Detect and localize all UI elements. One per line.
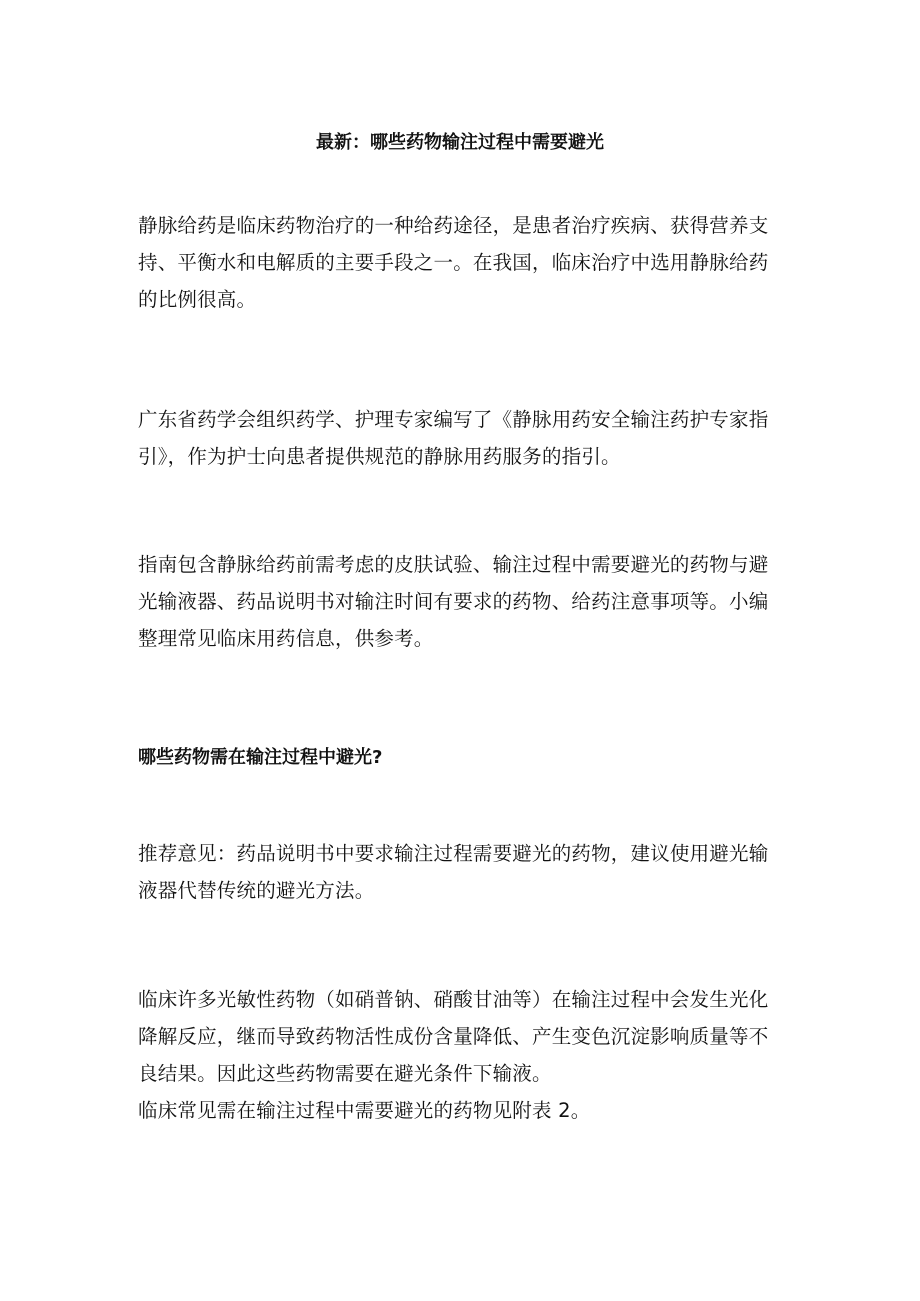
paragraph-line: 静脉给药是临床药物治疗的一种给药途径，是患者治疗疾病、获得营养支 (138, 214, 769, 237)
paragraph-line: 引》，作为护士向患者提供规范的静脉用药服务的指引。 (138, 445, 621, 468)
paragraph-recommendation (138, 835, 786, 909)
paragraph-line: 指南包含静脉给药前需考虑的皮肤试验、输注过程中需要避光的药物与避 (138, 553, 769, 576)
paragraph-line: 液器代替传统的避光方法。 (138, 879, 375, 902)
paragraph-photosensitive (138, 981, 786, 1129)
section-heading: 哪些药物需在输注过程中避光? (138, 747, 383, 768)
paragraph-line: 临床常见需在输注过程中需要避光的药物见附表 2。 (138, 1099, 591, 1122)
paragraph-intro (138, 207, 786, 318)
paragraph-line: 整理常见临床用药信息，供参考。 (138, 627, 434, 650)
paragraph-line: 持、平衡水和电解质的主要手段之一。在我国，临床治疗中选用静脉给药 (138, 251, 769, 274)
paragraph-line: 临床许多光敏性药物（如硝普钠、硝酸甘油等）在输注过程中会发生光化 (138, 988, 769, 1011)
paragraph-line: 光输液器、药品说明书对输注时间有要求的药物、给药注意事项等。小编 (138, 590, 769, 613)
paragraph-contents (138, 546, 786, 657)
paragraph-line: 的比例很高。 (138, 288, 257, 311)
document-title: 最新：哪些药物输注过程中需要避光 (316, 132, 604, 153)
paragraph-line: 良结果。因此这些药物需要在避光条件下输液。 (138, 1062, 552, 1085)
paragraph-guideline (138, 401, 786, 475)
paragraph-line: 推荐意见：药品说明书中要求输注过程需要避光的药物，建议使用避光输 (138, 842, 769, 865)
paragraph-line: 广东省药学会组织药学、护理专家编写了《静脉用药安全输注药护专家指 (138, 408, 769, 431)
paragraph-line: 降解反应，继而导致药物活性成份含量降低、产生变色沉淀影响质量等不 (138, 1025, 769, 1048)
